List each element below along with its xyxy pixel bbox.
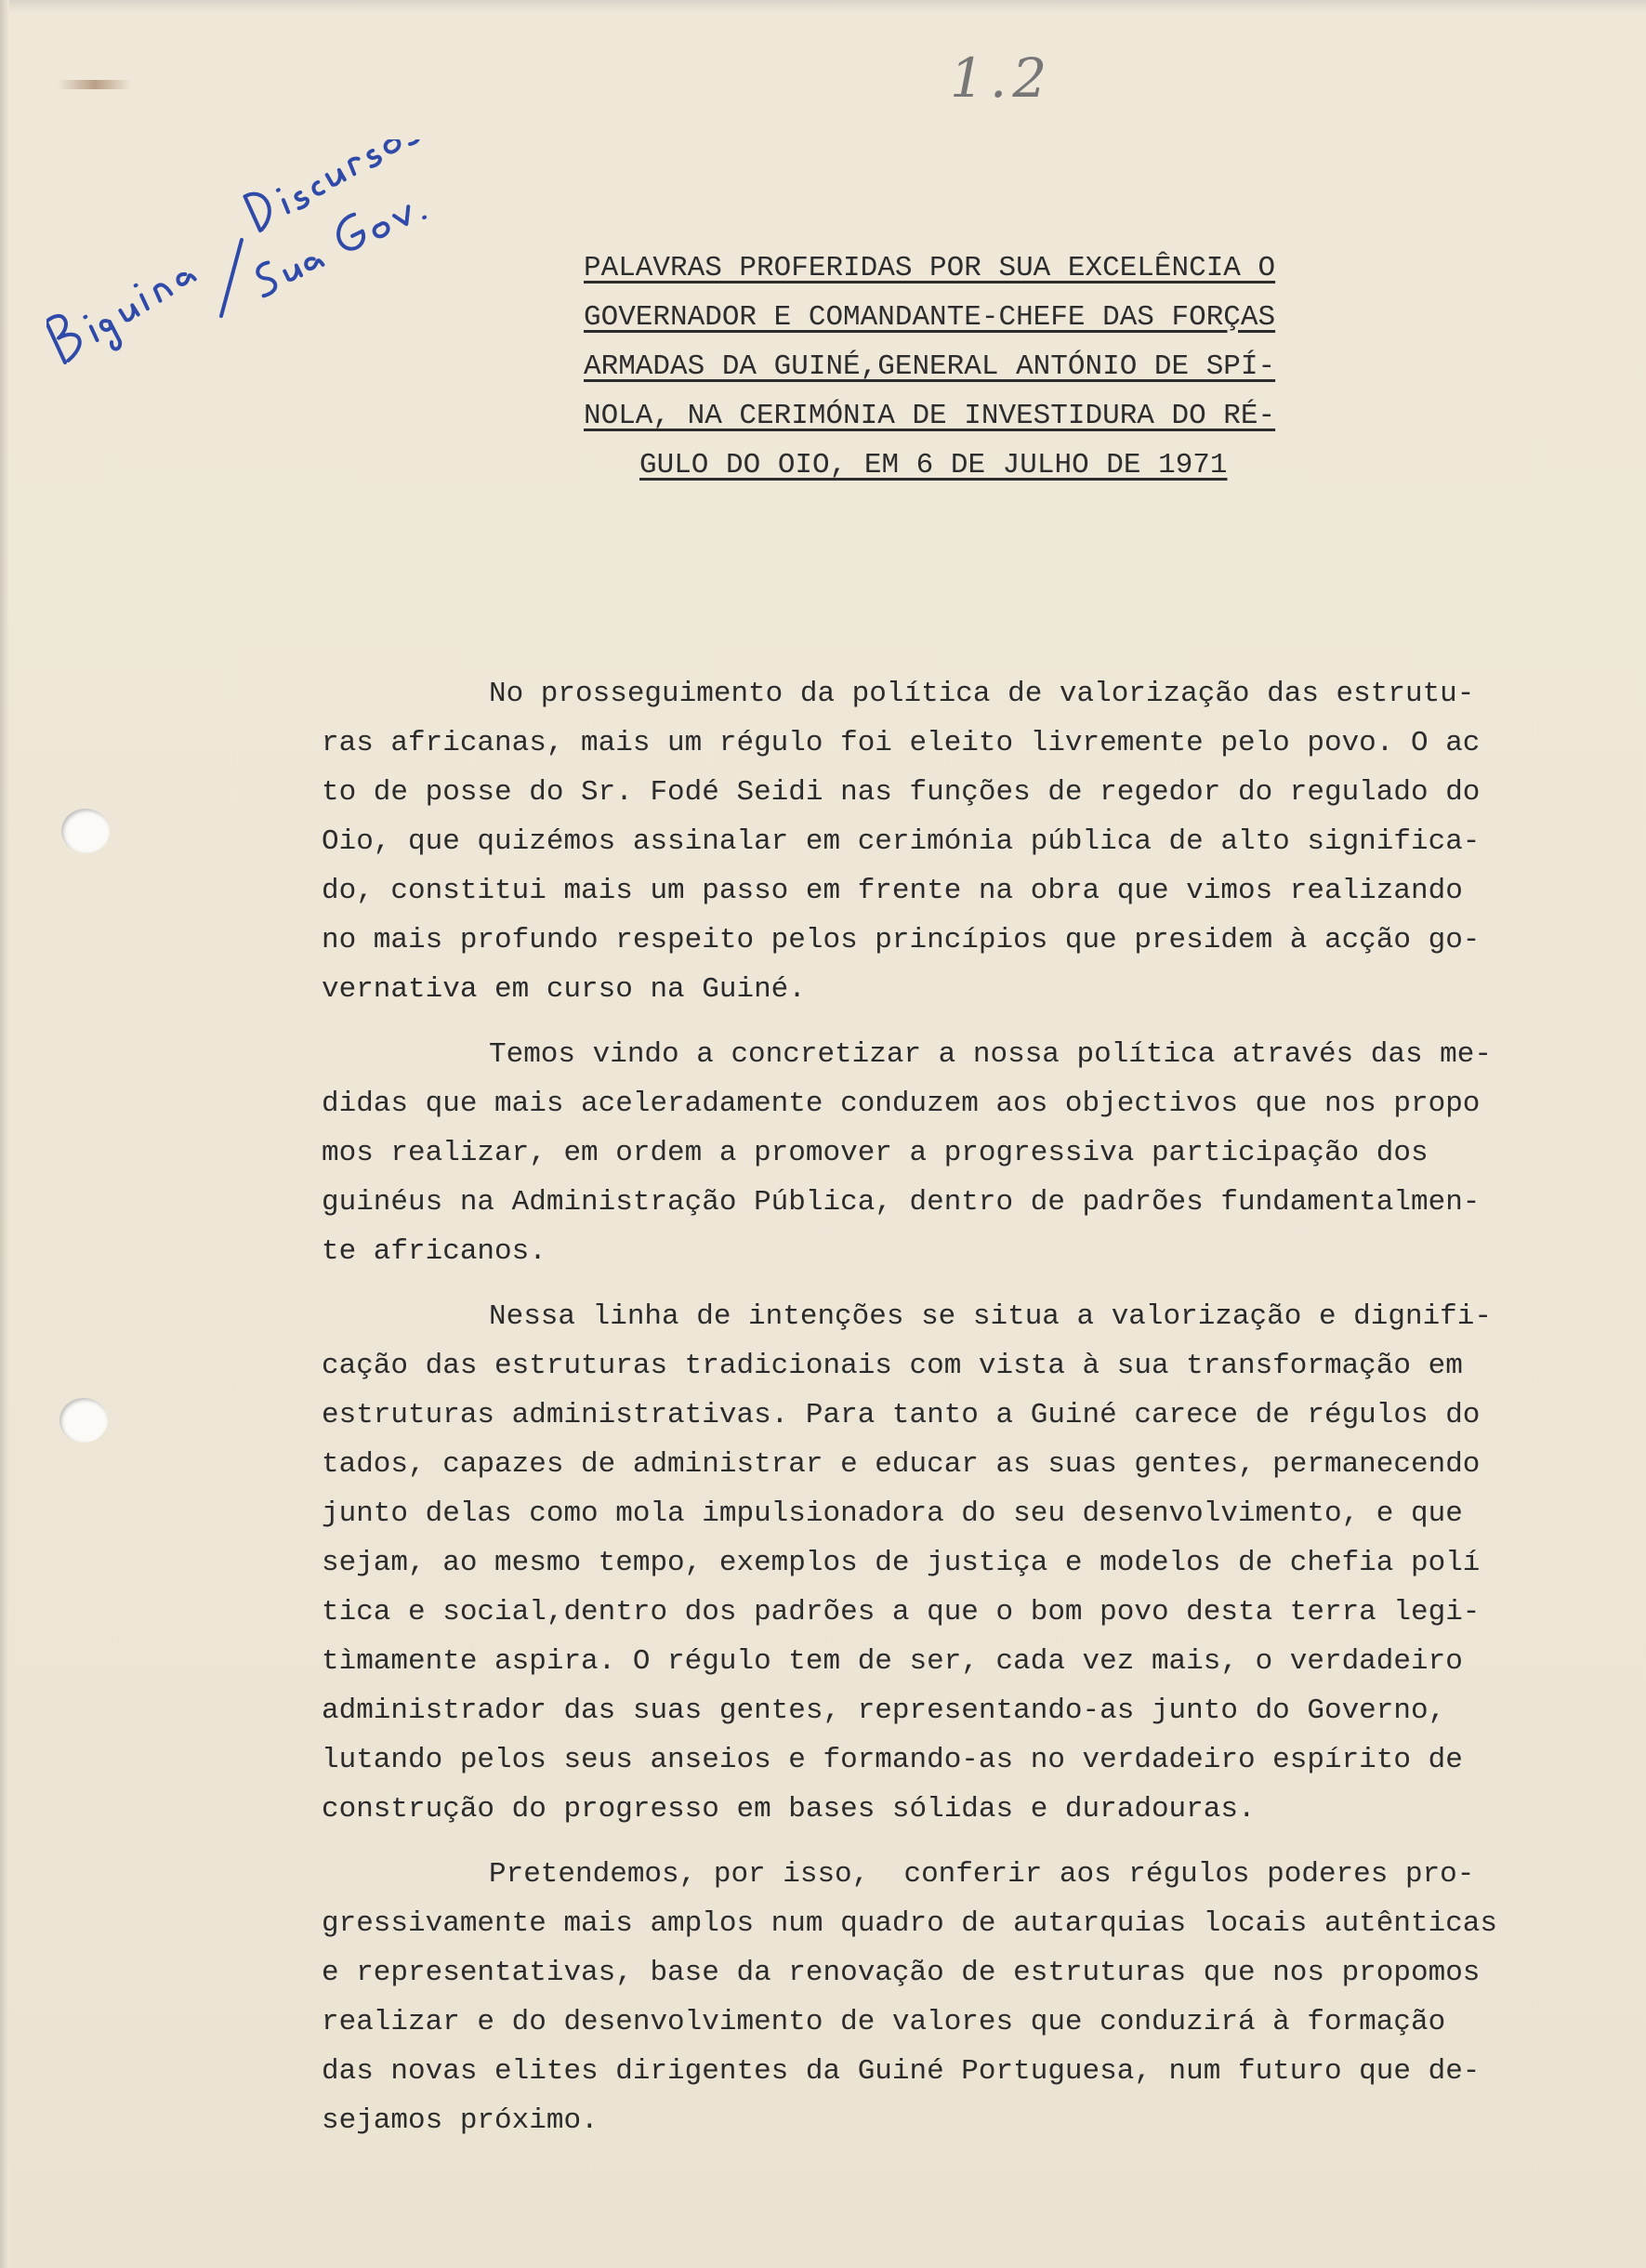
ink-smudge [58,80,132,89]
text-line: to de posse do Sr. Fodé Seidi nas funções de regedor do regulado do [322,776,1481,809]
text-line: Pretendemos, por isso, conferir aos régulos poderes pro- [489,1858,1475,1891]
text-line: gressivamente mais amplos num quadro de autarquias locais autênticas [322,1907,1498,1940]
text-line: estruturas administrativas. Para tanto a Guiné carece de régulos do [322,1399,1481,1431]
text-line: cação das estruturas tradicionais com vista à sua transformação em [322,1350,1463,1382]
text-line: construção do progresso em bases sólidas e duradouras. [322,1793,1256,1826]
text-line: sejamos próximo. [322,2104,599,2137]
speech-body [322,669,1567,2161]
pencil-page-number: 1.2 [950,46,1053,110]
text-line: das novas elites dirigentes da Guiné Portuguesa, num futuro que de- [322,2055,1481,2088]
title-line: PALAVRAS PROFERIDAS POR SUA EXCELÊNCIA O [584,252,1276,284]
punch-hole-upper [61,809,110,853]
text-line: junto delas como mola impulsionadora do seu desenvolvimento, e que [322,1497,1463,1530]
title-line: NOLA, NA CERIMÓNIA DE INVESTIDURA DO RÉ- [584,400,1276,432]
paper-top-edge [0,0,1646,13]
text-line: e representativas, base da renovação de estruturas que nos propomos [322,1957,1481,1989]
title-line: GULO DO OIO, EM 6 DE JULHO DE 1971 [639,449,1228,481]
text-line: tìmamente aspira. O régulo tem de ser, cada vez mais, o verdadeiro [322,1645,1463,1678]
paragraph-3 [322,1292,1567,1834]
text-line: sejam, ao mesmo tempo, exemplos de justiça e modelos de chefia polí [322,1547,1481,1579]
text-line: realizar e do desenvolvimento de valores que conduzirá à formação [322,2006,1446,2038]
paragraph-1 [322,669,1567,1014]
paper-left-edge [0,0,9,2268]
paragraph-2 [322,1030,1567,1276]
text-line: didas que mais aceleradamente conduzem aos objectivos que nos propo [322,1088,1481,1120]
text-line: do, constitui mais um passo em frente na obra que vimos realizando [322,875,1463,907]
text-line: administrador das suas gentes, representando-as junto do Governo, [322,1694,1446,1727]
punch-hole-lower [59,1398,108,1443]
document-title [584,244,1327,490]
text-line: tados, capazes de administrar e educar as suas gentes, permanecendo [322,1448,1481,1481]
text-line: lutando pelos seus anseios e formando-as no verdadeiro espírito de [322,1744,1463,1776]
text-line: vernativa em curso na Guiné. [322,973,806,1006]
title-line: ARMADAS DA GUINÉ,GENERAL ANTÓNIO DE SPÍ- [584,350,1276,383]
paragraph-4 [322,1850,1567,2145]
text-line: Nessa linha de intenções se situa a valorização e dignifi- [489,1300,1492,1333]
text-line: mos realizar, em ordem a promover a progressiva participação dos [322,1137,1429,1169]
text-line: te africanos. [322,1235,546,1268]
text-line: guinéus na Administração Pública, dentro de padrões fundamentalmen- [322,1186,1481,1219]
text-line: ras africanas, mais um régulo foi eleito livremente pelo povo. O ac [322,727,1481,759]
text-line: Temos vindo a concretizar a nossa política através das me- [489,1038,1492,1071]
text-line: no mais profundo respeito pelos princípios que presidem à acção go- [322,924,1481,956]
text-line: Oio, que quizémos assinalar em cerimónia pública de alto significa- [322,825,1481,858]
title-line: GOVERNADOR E COMANDANTE-CHEFE DAS FORÇAS [584,301,1276,334]
handwritten-annotation [46,139,586,381]
text-line: tica e social,dentro dos padrões a que o bom povo desta terra legi- [322,1596,1481,1628]
text-line: No prosseguimento da política de valorização das estrutu- [489,678,1475,710]
